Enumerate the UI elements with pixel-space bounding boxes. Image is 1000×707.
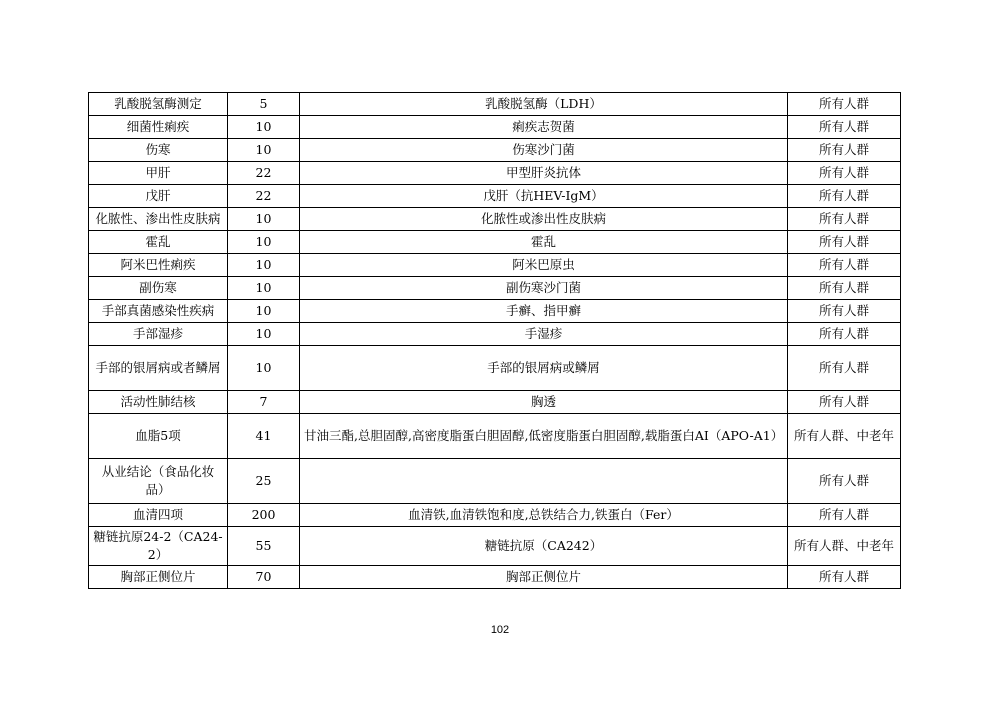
price-cell: 200 bbox=[228, 504, 300, 527]
population-cell: 所有人群、中老年 bbox=[788, 414, 901, 459]
population-cell: 所有人群 bbox=[788, 323, 901, 346]
population-cell: 所有人群 bbox=[788, 254, 901, 277]
content-cell: 血清铁,血清铁饱和度,总铁结合力,铁蛋白（Fer） bbox=[300, 504, 788, 527]
population-cell: 所有人群 bbox=[788, 346, 901, 391]
item-name-cell: 细菌性痢疾 bbox=[89, 116, 228, 139]
content-cell bbox=[300, 459, 788, 504]
content-cell: 阿米巴原虫 bbox=[300, 254, 788, 277]
price-cell: 10 bbox=[228, 116, 300, 139]
price-cell: 5 bbox=[228, 93, 300, 116]
price-cell: 41 bbox=[228, 414, 300, 459]
price-cell: 10 bbox=[228, 346, 300, 391]
table-row bbox=[89, 566, 901, 589]
table-row bbox=[89, 527, 901, 566]
item-name-cell: 阿米巴性痢疾 bbox=[89, 254, 228, 277]
population-cell: 所有人群 bbox=[788, 139, 901, 162]
content-cell: 胸部正侧位片 bbox=[300, 566, 788, 589]
table-row bbox=[89, 414, 901, 459]
item-name-cell: 血脂5项 bbox=[89, 414, 228, 459]
price-cell: 10 bbox=[228, 254, 300, 277]
price-cell: 22 bbox=[228, 185, 300, 208]
content-cell: 副伤寒沙门菌 bbox=[300, 277, 788, 300]
content-cell: 甘油三酯,总胆固醇,高密度脂蛋白胆固醇,低密度脂蛋白胆固醇,载脂蛋白AI（APO-A1） bbox=[300, 414, 788, 459]
item-name-cell: 活动性肺结核 bbox=[89, 391, 228, 414]
table-row bbox=[89, 300, 901, 323]
item-name-cell: 手部真菌感染性疾病 bbox=[89, 300, 228, 323]
table-row bbox=[89, 391, 901, 414]
table-row bbox=[89, 323, 901, 346]
content-cell: 胸透 bbox=[300, 391, 788, 414]
population-cell: 所有人群 bbox=[788, 459, 901, 504]
price-cell: 10 bbox=[228, 208, 300, 231]
population-cell: 所有人群、中老年 bbox=[788, 527, 901, 566]
table-row bbox=[89, 116, 901, 139]
population-cell: 所有人群 bbox=[788, 116, 901, 139]
population-cell: 所有人群 bbox=[788, 231, 901, 254]
table-row bbox=[89, 231, 901, 254]
table-row bbox=[89, 277, 901, 300]
price-cell: 25 bbox=[228, 459, 300, 504]
item-name-cell: 戊肝 bbox=[89, 185, 228, 208]
item-name-cell: 副伤寒 bbox=[89, 277, 228, 300]
price-cell: 10 bbox=[228, 277, 300, 300]
table-row bbox=[89, 504, 901, 527]
item-name-cell: 手部湿疹 bbox=[89, 323, 228, 346]
table-row bbox=[89, 254, 901, 277]
item-name-cell: 甲肝 bbox=[89, 162, 228, 185]
content-cell: 霍乱 bbox=[300, 231, 788, 254]
item-name-cell: 化脓性、渗出性皮肤病 bbox=[89, 208, 228, 231]
population-cell: 所有人群 bbox=[788, 391, 901, 414]
population-cell: 所有人群 bbox=[788, 185, 901, 208]
population-cell: 所有人群 bbox=[788, 504, 901, 527]
table-row bbox=[89, 208, 901, 231]
population-cell: 所有人群 bbox=[788, 566, 901, 589]
population-cell: 所有人群 bbox=[788, 300, 901, 323]
price-cell: 10 bbox=[228, 300, 300, 323]
population-cell: 所有人群 bbox=[788, 93, 901, 116]
item-name-cell: 霍乱 bbox=[89, 231, 228, 254]
price-cell: 10 bbox=[228, 231, 300, 254]
population-cell: 所有人群 bbox=[788, 162, 901, 185]
table-row bbox=[89, 346, 901, 391]
content-cell: 甲型肝炎抗体 bbox=[300, 162, 788, 185]
population-cell: 所有人群 bbox=[788, 208, 901, 231]
price-cell: 7 bbox=[228, 391, 300, 414]
item-name-cell: 血清四项 bbox=[89, 504, 228, 527]
item-name-cell: 从业结论（食品化妆品） bbox=[89, 459, 228, 504]
content-cell: 糖链抗原（CA242） bbox=[300, 527, 788, 566]
price-cell: 70 bbox=[228, 566, 300, 589]
content-cell: 乳酸脱氢酶（LDH） bbox=[300, 93, 788, 116]
content-cell: 戊肝（抗HEV-IgM） bbox=[300, 185, 788, 208]
table-row bbox=[89, 93, 901, 116]
item-name-cell: 糖链抗原24-2（CA24-2） bbox=[89, 527, 228, 566]
table-row bbox=[89, 185, 901, 208]
price-cell: 55 bbox=[228, 527, 300, 566]
table-row bbox=[89, 139, 901, 162]
content-cell: 手部的银屑病或鳞屑 bbox=[300, 346, 788, 391]
page-number: 102 bbox=[490, 624, 510, 636]
table-row bbox=[89, 162, 901, 185]
item-name-cell: 乳酸脱氢酶测定 bbox=[89, 93, 228, 116]
item-name-cell: 手部的银屑病或者鳞屑 bbox=[89, 346, 228, 391]
item-name-cell: 胸部正侧位片 bbox=[89, 566, 228, 589]
exam-item-table bbox=[88, 92, 901, 589]
content-cell: 手癣、指甲癣 bbox=[300, 300, 788, 323]
price-cell: 22 bbox=[228, 162, 300, 185]
price-cell: 10 bbox=[228, 323, 300, 346]
item-name-cell: 伤寒 bbox=[89, 139, 228, 162]
content-cell: 化脓性或渗出性皮肤病 bbox=[300, 208, 788, 231]
price-cell: 10 bbox=[228, 139, 300, 162]
population-cell: 所有人群 bbox=[788, 277, 901, 300]
content-cell: 手湿疹 bbox=[300, 323, 788, 346]
table-row bbox=[89, 459, 901, 504]
content-cell: 痢疾志贺菌 bbox=[300, 116, 788, 139]
content-cell: 伤寒沙门菌 bbox=[300, 139, 788, 162]
